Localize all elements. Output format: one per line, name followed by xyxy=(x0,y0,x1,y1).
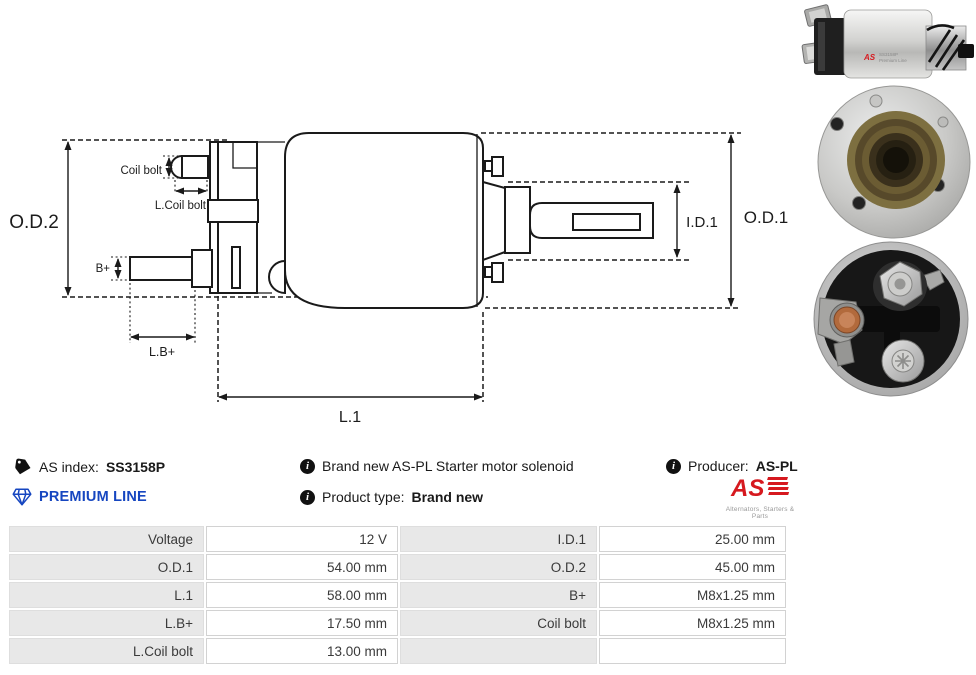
photo-premium-line: Premium Line xyxy=(879,58,907,63)
dim-label-l-b-plus: L.B+ xyxy=(148,345,176,359)
gem-icon xyxy=(12,488,32,506)
solenoid-barrel-photo xyxy=(844,10,932,78)
mount-hole xyxy=(831,118,844,131)
b-plus-thread xyxy=(130,257,192,280)
dim-label-l-coil-bolt: L.Coil bolt xyxy=(154,200,206,212)
spec-label: B+ xyxy=(400,582,597,608)
plunger-collar xyxy=(505,187,530,253)
spec-value: M8x1.25 mm xyxy=(599,582,786,608)
tab-upper-nub xyxy=(485,161,492,171)
product-photo-front-view[interactable] xyxy=(810,84,976,240)
technical-diagram xyxy=(0,100,800,450)
spec-label: L.Coil bolt xyxy=(9,638,204,664)
info-icon: i xyxy=(300,459,315,474)
plunger-cone xyxy=(483,182,505,260)
spec-value: 25.00 mm xyxy=(599,526,786,552)
dim-label-od2: O.D.2 xyxy=(9,212,59,233)
as-index-value: SS3158P xyxy=(105,459,166,475)
spec-table xyxy=(9,526,786,664)
spec-label: O.D.2 xyxy=(400,554,597,580)
b-plus-washer xyxy=(232,247,240,288)
dim-label-b-plus: B+ xyxy=(95,263,110,275)
as-logo-mark xyxy=(729,474,791,500)
premium-line-label: PREMIUM LINE xyxy=(39,489,147,505)
product-type-value: Brand new xyxy=(411,489,484,505)
tab-upper xyxy=(492,157,503,176)
premium-line-badge xyxy=(12,488,147,506)
spec-label: O.D.1 xyxy=(9,554,204,580)
as-index-line xyxy=(14,458,165,476)
dim-label-od1: O.D.1 xyxy=(743,208,789,227)
plunger-tip-photo xyxy=(958,44,974,58)
producer-label: Producer: xyxy=(688,458,749,474)
solenoid-body xyxy=(285,133,483,308)
spec-label xyxy=(400,638,597,664)
spec-value: 54.00 mm xyxy=(206,554,398,580)
spec-label: I.D.1 xyxy=(400,526,597,552)
spec-value: 58.00 mm xyxy=(206,582,398,608)
spec-label: Voltage xyxy=(9,526,204,552)
as-logo-caption: Alternators, Starters & Parts xyxy=(725,506,795,520)
b-plus-nut xyxy=(192,250,212,287)
description-line xyxy=(300,458,574,474)
dim-label-l1: L.1 xyxy=(338,409,362,426)
photo-as-mark: AS xyxy=(864,53,876,62)
as-index-label: AS index: xyxy=(39,459,99,475)
product-description: Brand new AS-PL Starter motor solenoid xyxy=(322,458,574,474)
product-photo-rear-view[interactable] xyxy=(804,240,976,398)
dim-label-id1: I.D.1 xyxy=(686,214,718,231)
spec-label: L.1 xyxy=(9,582,204,608)
tag-icon xyxy=(14,458,32,476)
product-type-line xyxy=(300,489,483,505)
body-arc-detail xyxy=(269,261,285,293)
coil-winding xyxy=(208,200,258,222)
plunger-slot xyxy=(573,214,640,230)
spec-value: 13.00 mm xyxy=(206,638,398,664)
spec-label: L.B+ xyxy=(9,610,204,636)
lb-extensions xyxy=(130,283,195,343)
tab-lower xyxy=(492,263,503,282)
l1-extensions xyxy=(218,296,483,402)
center-bore xyxy=(883,147,909,173)
spec-value xyxy=(599,638,786,664)
photo-part-number: SS3158P xyxy=(879,52,899,57)
info-icon: i xyxy=(300,490,315,505)
info-icon: i xyxy=(666,459,681,474)
dim-label-coil-bolt: Coil bolt xyxy=(120,165,162,177)
spec-value: 12 V xyxy=(206,526,398,552)
spec-label: Coil bolt xyxy=(400,610,597,636)
as-logo-text: AS xyxy=(731,475,765,500)
as-pl-logo xyxy=(720,474,800,520)
producer-line xyxy=(666,458,798,474)
spec-value: 45.00 mm xyxy=(599,554,786,580)
coil-bolt-thread xyxy=(182,156,208,178)
product-photo-side-view[interactable] xyxy=(800,0,976,80)
mount-hole xyxy=(853,197,866,210)
coil-bolt-head xyxy=(171,156,182,178)
spec-value: M8x1.25 mm xyxy=(599,610,786,636)
product-type-label: Product type: xyxy=(322,489,405,505)
spec-value: 17.50 mm xyxy=(206,610,398,636)
producer-value: AS-PL xyxy=(755,458,798,474)
tab-lower-nub xyxy=(485,267,492,277)
